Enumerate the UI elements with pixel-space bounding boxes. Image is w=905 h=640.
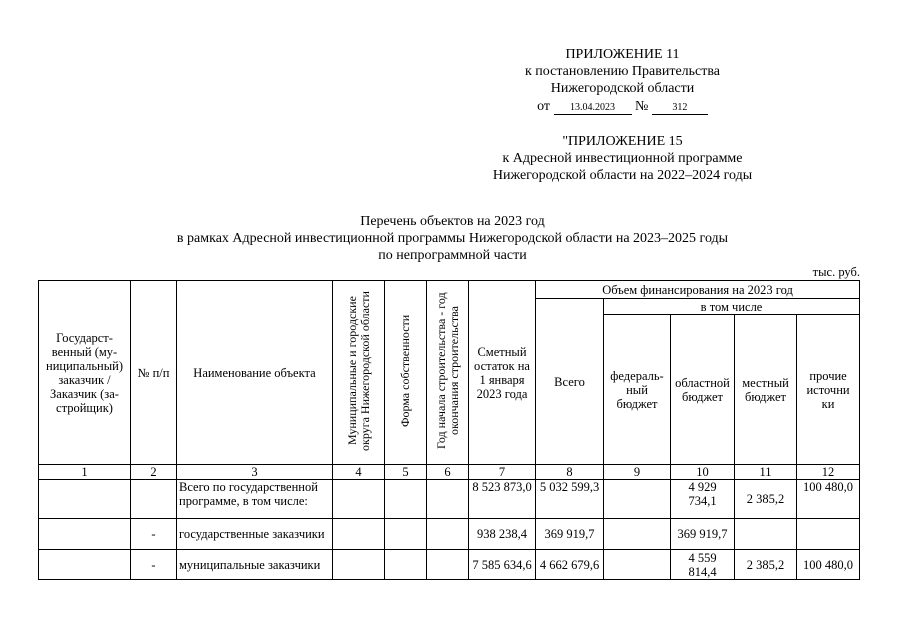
cell-federal	[604, 550, 671, 580]
cell-total: 5 032 599,3	[536, 480, 604, 519]
title-line-3: по непрограммной части	[378, 248, 527, 263]
header-num: № п/п	[131, 281, 177, 465]
cell-estimate: 8 523 873,0	[469, 480, 536, 519]
col-number: 6	[427, 465, 469, 480]
appendix-title: ПРИЛОЖЕНИЕ 11	[565, 47, 680, 62]
col-number: 5	[385, 465, 427, 480]
header-total: Всего	[536, 299, 604, 465]
appendix-date-line	[470, 98, 775, 115]
cell-regional: 4 929 734,1	[671, 480, 735, 519]
cell-other: 100 480,0	[797, 480, 860, 519]
cell-ownership	[385, 550, 427, 580]
cell-other: 100 480,0	[797, 550, 860, 580]
appendix15-title: "ПРИЛОЖЕНИЕ 15	[562, 134, 683, 149]
cell-ownership	[385, 519, 427, 550]
cell-regional: 369 919,7	[671, 519, 735, 550]
appendix15-region: Нижегородской области на 2022–2024 годы	[492, 168, 753, 183]
cell-years	[427, 480, 469, 519]
col-number: 11	[735, 465, 797, 480]
funding-table	[38, 280, 860, 580]
cell-local: 2 385,2	[735, 550, 797, 580]
cell-federal	[604, 519, 671, 550]
number-label: №	[635, 99, 649, 114]
column-number-row	[39, 465, 860, 480]
appendix-subtitle: к постановлению Правительства	[524, 64, 721, 79]
header-ownership-text: Форма собственности	[398, 314, 412, 428]
cell-local	[735, 519, 797, 550]
appendix15-header	[470, 133, 775, 184]
col-number: 3	[177, 465, 333, 480]
units-label: тыс. руб.	[812, 265, 860, 279]
header-regional: областной бюджет	[671, 315, 735, 465]
cell-total: 4 662 679,6	[536, 550, 604, 580]
cell-num: -	[131, 550, 177, 580]
col-number: 9	[604, 465, 671, 480]
cell-municipal	[333, 519, 385, 550]
header-customer: Государст-венный (му-ниципальный) заказчик / Заказчик (за-стройщик)	[39, 281, 131, 465]
cell-num: -	[131, 519, 177, 550]
header-funding: Объем финансирования на 2023 год	[536, 281, 860, 299]
cell-customer	[39, 519, 131, 550]
header-years	[427, 281, 469, 465]
header-federal: федераль-ный бюджет	[604, 315, 671, 465]
decree-number: 312	[652, 102, 708, 115]
header-other: прочие источни ки	[797, 315, 860, 465]
cell-object-name: муниципальные заказчики	[177, 550, 333, 580]
title-line-1: Перечень объектов на 2023 год	[360, 214, 545, 229]
table-row	[39, 519, 860, 550]
cell-other	[797, 519, 860, 550]
header-municipal	[333, 281, 385, 465]
col-number: 10	[671, 465, 735, 480]
cell-federal	[604, 480, 671, 519]
cell-estimate: 7 585 634,6	[469, 550, 536, 580]
cell-ownership	[385, 480, 427, 519]
header-municipal-text: Муниципальные и городские округа Нижегородской области	[344, 291, 372, 451]
cell-total: 369 919,7	[536, 519, 604, 550]
col-number: 7	[469, 465, 536, 480]
title-line-2: в рамках Адресной инвестиционной программы Нижегородской области на 2023–2025 годы	[176, 231, 729, 246]
document-title	[100, 213, 805, 264]
col-number: 1	[39, 465, 131, 480]
header-years-text: Год начала строительства - год окончания строительства	[433, 292, 461, 450]
col-number: 12	[797, 465, 860, 480]
header-including: в том числе	[604, 299, 860, 315]
table-row	[39, 550, 860, 580]
header-local: местный бюджет	[735, 315, 797, 465]
col-number: 4	[333, 465, 385, 480]
header-estimate: Сметный остаток на 1 января 2023 года	[469, 281, 536, 465]
cell-regional: 4 559 814,4	[671, 550, 735, 580]
col-number: 8	[536, 465, 604, 480]
table-row	[39, 480, 860, 519]
cell-object-name: Всего по государственной программе, в том числе:	[177, 480, 333, 519]
header-ownership	[385, 281, 427, 465]
appendix15-subtitle: к Адресной инвестиционной программе	[502, 151, 743, 166]
from-label: от	[537, 99, 551, 114]
cell-municipal	[333, 550, 385, 580]
cell-num	[131, 480, 177, 519]
decree-date: 13.04.2023	[554, 102, 632, 115]
cell-customer	[39, 480, 131, 519]
cell-object-name: государственные заказчики	[177, 519, 333, 550]
cell-estimate: 938 238,4	[469, 519, 536, 550]
col-number: 2	[131, 465, 177, 480]
cell-years	[427, 519, 469, 550]
appendix-region: Нижегородской области	[550, 81, 695, 96]
cell-local: 2 385,2	[735, 480, 797, 519]
appendix-header	[470, 46, 775, 115]
cell-years	[427, 550, 469, 580]
cell-customer	[39, 550, 131, 580]
header-object-name: Наименование объекта	[177, 281, 333, 465]
cell-municipal	[333, 480, 385, 519]
